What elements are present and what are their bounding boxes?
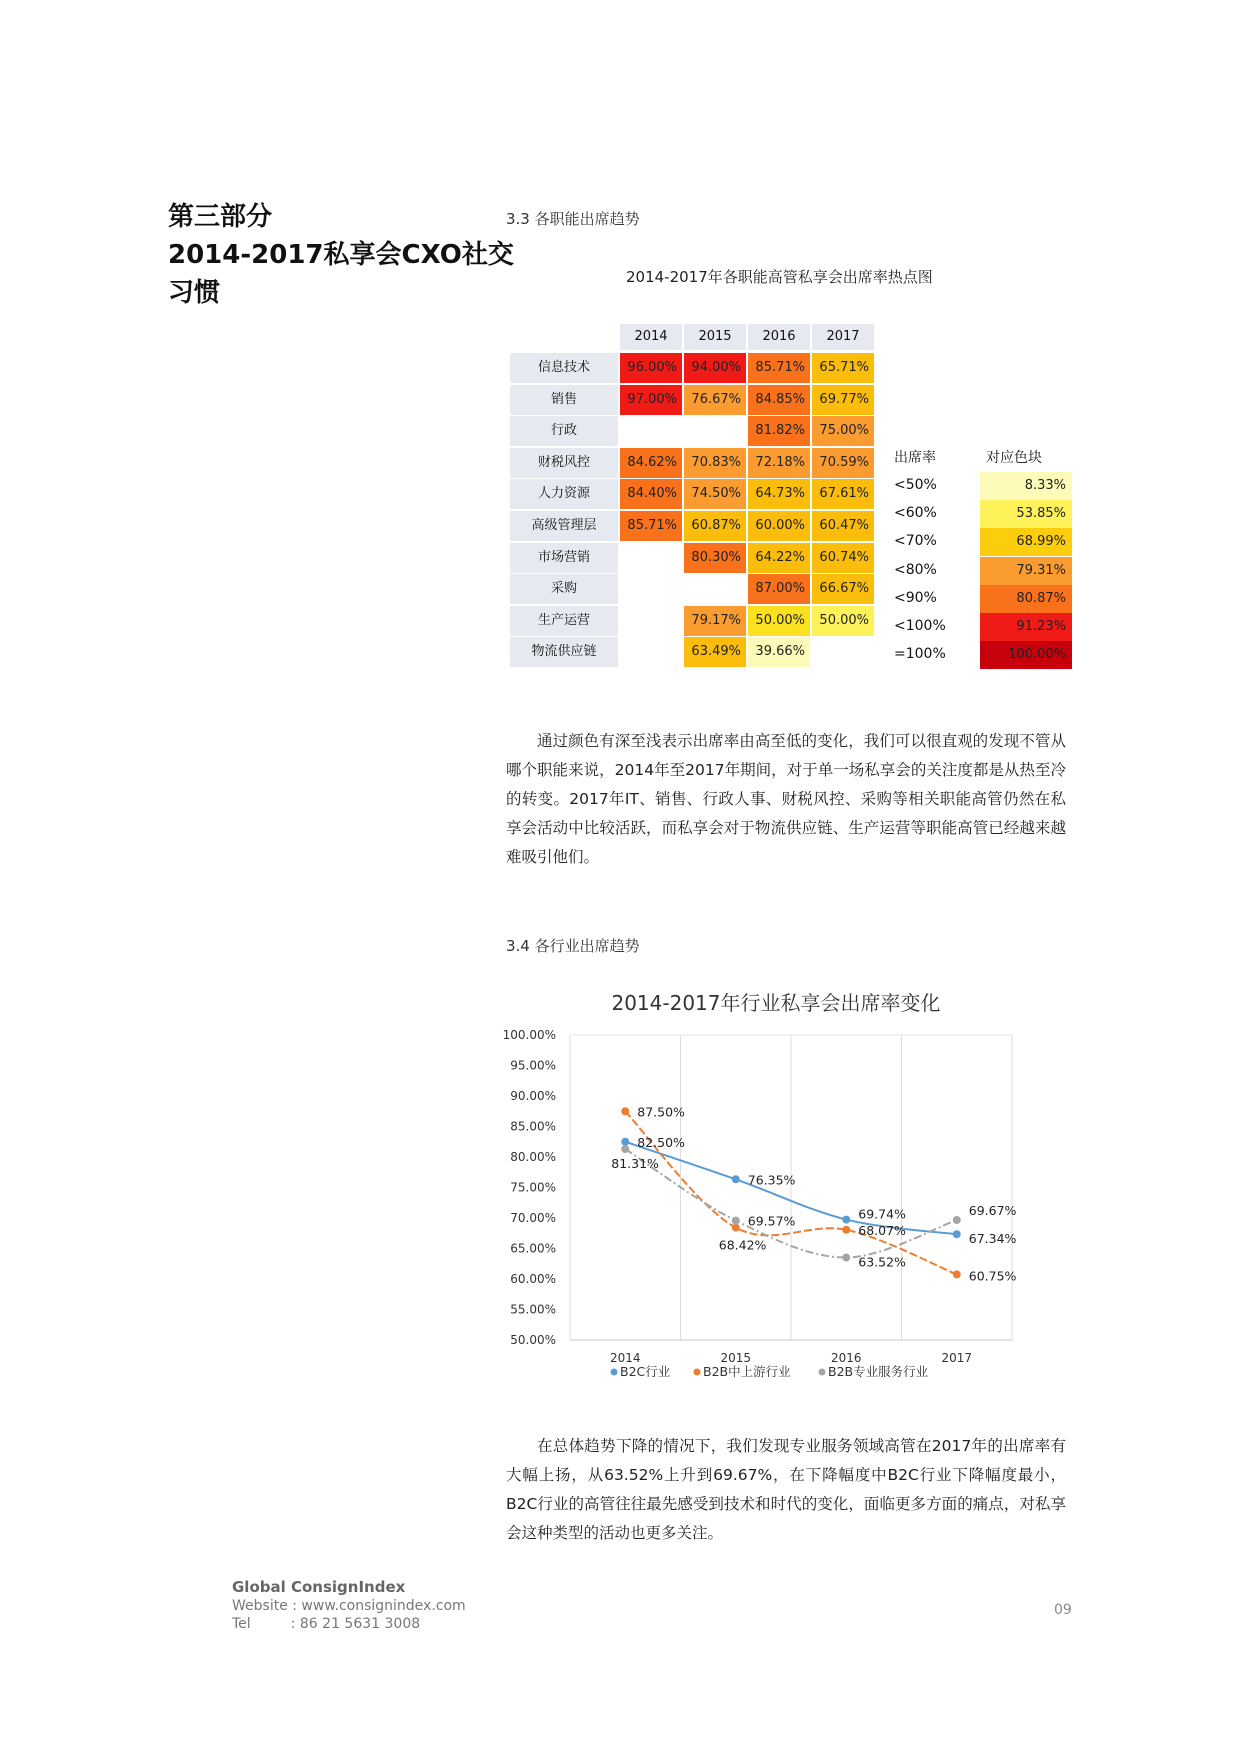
y-tick-label: 65.00%	[510, 1241, 556, 1256]
data-label: 69.67%	[968, 1203, 1017, 1219]
legend-label: =100%	[894, 646, 946, 663]
legend-entry: B2B专业服务行业	[828, 1364, 929, 1379]
heatmap-row-label: 生产运营	[510, 606, 618, 636]
footer-brand: Global ConsignIndex	[232, 1578, 406, 1596]
heatmap-title: 2014-2017年各职能高管私享会出席率热点图	[626, 268, 933, 286]
heatmap-cell: 63.49%	[684, 637, 746, 667]
y-tick-label: 95.00%	[510, 1058, 556, 1073]
y-tick-label: 60.00%	[510, 1272, 556, 1286]
heatmap-cell: 85.71%	[620, 511, 682, 541]
heatmap-cell: 60.87%	[684, 511, 746, 541]
heatmap-row-label: 高级管理层	[510, 511, 618, 541]
data-point	[621, 1145, 629, 1153]
heatmap-heading: 3.3 各职能出席趋势	[506, 210, 640, 228]
legend-label: <70%	[894, 533, 937, 550]
footer-website: Website : www.consignindex.com	[232, 1598, 466, 1614]
heatmap-cell: 50.00%	[748, 606, 810, 636]
heatmap-cell: 67.61%	[812, 479, 874, 509]
heatmap-year-header: 2015	[684, 324, 746, 350]
y-tick-label: 55.00%	[510, 1302, 556, 1317]
data-label: 68.42%	[718, 1237, 767, 1253]
heatmap-cell: 66.67%	[812, 574, 874, 604]
heatmap-cell: 84.62%	[620, 448, 682, 478]
x-tick-label: 2014	[609, 1351, 641, 1365]
legend-swatch: 79.31%	[980, 557, 1072, 585]
heatmap-cell: 97.00%	[620, 385, 682, 415]
y-tick-label: 75.00%	[510, 1180, 556, 1195]
heatmap-cell: 60.47%	[812, 511, 874, 541]
heatmap-cell: 60.00%	[748, 511, 810, 541]
heatmap-cell: 85.71%	[748, 353, 810, 383]
data-point	[842, 1216, 850, 1224]
legend-entry: B2B中上游行业	[703, 1364, 791, 1379]
data-point	[842, 1254, 850, 1262]
legend-swatch: 80.87%	[980, 585, 1072, 613]
heatmap-cell: 94.00%	[684, 353, 746, 383]
heatmap-row-label: 人力资源	[510, 479, 618, 509]
legend-entry: B2C行业	[620, 1364, 671, 1379]
heatmap-cell: 70.83%	[684, 448, 746, 478]
data-label: 63.52%	[858, 1254, 906, 1270]
data-label: 60.75%	[968, 1268, 1017, 1284]
heatmap-cell: 74.50%	[684, 479, 746, 509]
heatmap-row-label: 财税风控	[510, 448, 618, 478]
heatmap-cell: 96.00%	[620, 353, 682, 383]
x-tick-label: 2016	[830, 1351, 862, 1365]
line-paragraph: 在总体趋势下降的情况下，我们发现专业服务领域高管在2017年的出席率有大幅上扬，从63.52%上升到69.67%，在下降幅度中B2C行业下降幅度最小，B2C行业的高管往往最先感受到技术和时代的变化，面临更多方面的痛点，对私享会这种类型的活动也更多关注。	[506, 1437, 1066, 1542]
legend-label: <100%	[894, 618, 946, 634]
data-label: 69.57%	[747, 1213, 796, 1229]
data-label: 68.07%	[858, 1222, 906, 1238]
legend-swatch: 68.99%	[980, 528, 1072, 556]
page-number: 09	[1054, 1602, 1072, 1618]
chart-title: 2014-2017年行业私享会出席率变化	[611, 991, 941, 1015]
legend-marker	[694, 1369, 701, 1376]
heatmap-row-label: 销售	[510, 385, 618, 415]
x-tick-label: 2015	[720, 1351, 752, 1365]
y-tick-label: 80.00%	[510, 1150, 556, 1164]
footer-tel: Tel : 86 21 5631 3008	[232, 1616, 421, 1632]
heatmap-row-label: 采购	[510, 574, 618, 604]
line-chart	[500, 980, 1060, 1400]
y-tick-label: 85.00%	[510, 1119, 556, 1134]
section-title-line: 2014-2017私享会CXO社交	[168, 240, 514, 270]
y-tick-label: 100.00%	[502, 1028, 556, 1042]
data-point	[732, 1224, 740, 1232]
heatmap-cell: 75.00%	[812, 416, 874, 446]
legend-label: <60%	[894, 505, 937, 522]
heatmap-cell: 80.30%	[684, 543, 746, 573]
x-tick-label: 2017	[941, 1351, 973, 1365]
heatmap-cell: 50.00%	[812, 606, 874, 636]
heatmap-cell: 87.00%	[748, 574, 810, 604]
heatmap-cell: 84.85%	[748, 385, 810, 415]
legend-rate-header: 出席率	[894, 450, 936, 466]
data-label: 67.34%	[968, 1231, 1017, 1247]
data-point	[953, 1270, 961, 1278]
legend-label: <90%	[894, 589, 937, 606]
data-point	[953, 1216, 961, 1224]
legend-swatch: 8.33%	[980, 472, 1072, 500]
legend-swatch: 53.85%	[980, 500, 1072, 528]
legend-label: <80%	[894, 561, 937, 578]
data-point	[842, 1226, 850, 1234]
section-title-line: 第三部分	[168, 202, 273, 232]
legend-swatch: 100.00%	[980, 641, 1072, 669]
legend-marker	[611, 1369, 618, 1376]
heatmap-cell: 64.22%	[748, 543, 810, 573]
y-tick-label: 50.00%	[510, 1333, 556, 1347]
legend-marker	[819, 1369, 826, 1376]
data-point	[621, 1138, 629, 1146]
data-point	[732, 1175, 740, 1183]
data-point	[621, 1107, 629, 1115]
legend-label: <50%	[894, 477, 937, 493]
heatmap-cell: 69.77%	[812, 385, 874, 415]
data-point	[953, 1230, 961, 1238]
section-title-line: 习惯	[168, 278, 221, 308]
y-tick-label: 90.00%	[510, 1089, 556, 1103]
heatmap-cell: 72.18%	[748, 448, 810, 478]
data-label: 87.50%	[637, 1104, 685, 1120]
heatmap-cell: 60.74%	[812, 543, 874, 573]
legend-color-header: 对应色块	[986, 450, 1042, 466]
data-label: 76.35%	[747, 1172, 796, 1188]
heatmap-row-label: 物流供应链	[510, 637, 618, 667]
heatmap-cell: 76.67%	[684, 385, 746, 415]
heatmap-year-header: 2014	[620, 324, 682, 350]
heatmap-cell: 79.17%	[684, 606, 746, 636]
section-title	[168, 198, 514, 312]
heatmap-year-header: 2016	[748, 324, 810, 350]
heatmap-row-label: 市场营销	[510, 543, 618, 573]
data-label: 81.31%	[611, 1156, 659, 1172]
heatmap-cell: 84.40%	[620, 479, 682, 509]
heatmap-cell: 65.71%	[812, 353, 874, 383]
heatmap-cell: 70.59%	[812, 448, 874, 478]
data-point	[732, 1217, 740, 1225]
line-heading: 3.4 各行业出席趋势	[506, 937, 640, 955]
heatmap-cell: 64.73%	[748, 479, 810, 509]
heatmap-cell: 39.66%	[748, 637, 810, 667]
y-tick-label: 70.00%	[510, 1211, 556, 1225]
legend-swatch: 91.23%	[980, 613, 1072, 641]
data-label: 82.50%	[637, 1134, 685, 1150]
heatmap-row-label: 行政	[510, 416, 618, 446]
heatmap-cell: 81.82%	[748, 416, 810, 446]
heatmap-paragraph: 通过颜色有深至浅表示出席率由高至低的变化，我们可以很直观的发现不管从哪个职能来说，2014年至2017年期间，对于单一场私享会的关注度都是从热至冷的转变。2017年IT、销售、行政人事、财税风控、采购等相关职能高管仍然在私享会活动中比较活跃，而私享会对于物流供应链、生产运营等职能高管已经越来越难吸引他们。	[506, 732, 1066, 866]
heatmap-row-label: 信息技术	[510, 353, 618, 383]
data-label: 69.74%	[858, 1206, 906, 1222]
heatmap-year-header: 2017	[812, 324, 874, 350]
